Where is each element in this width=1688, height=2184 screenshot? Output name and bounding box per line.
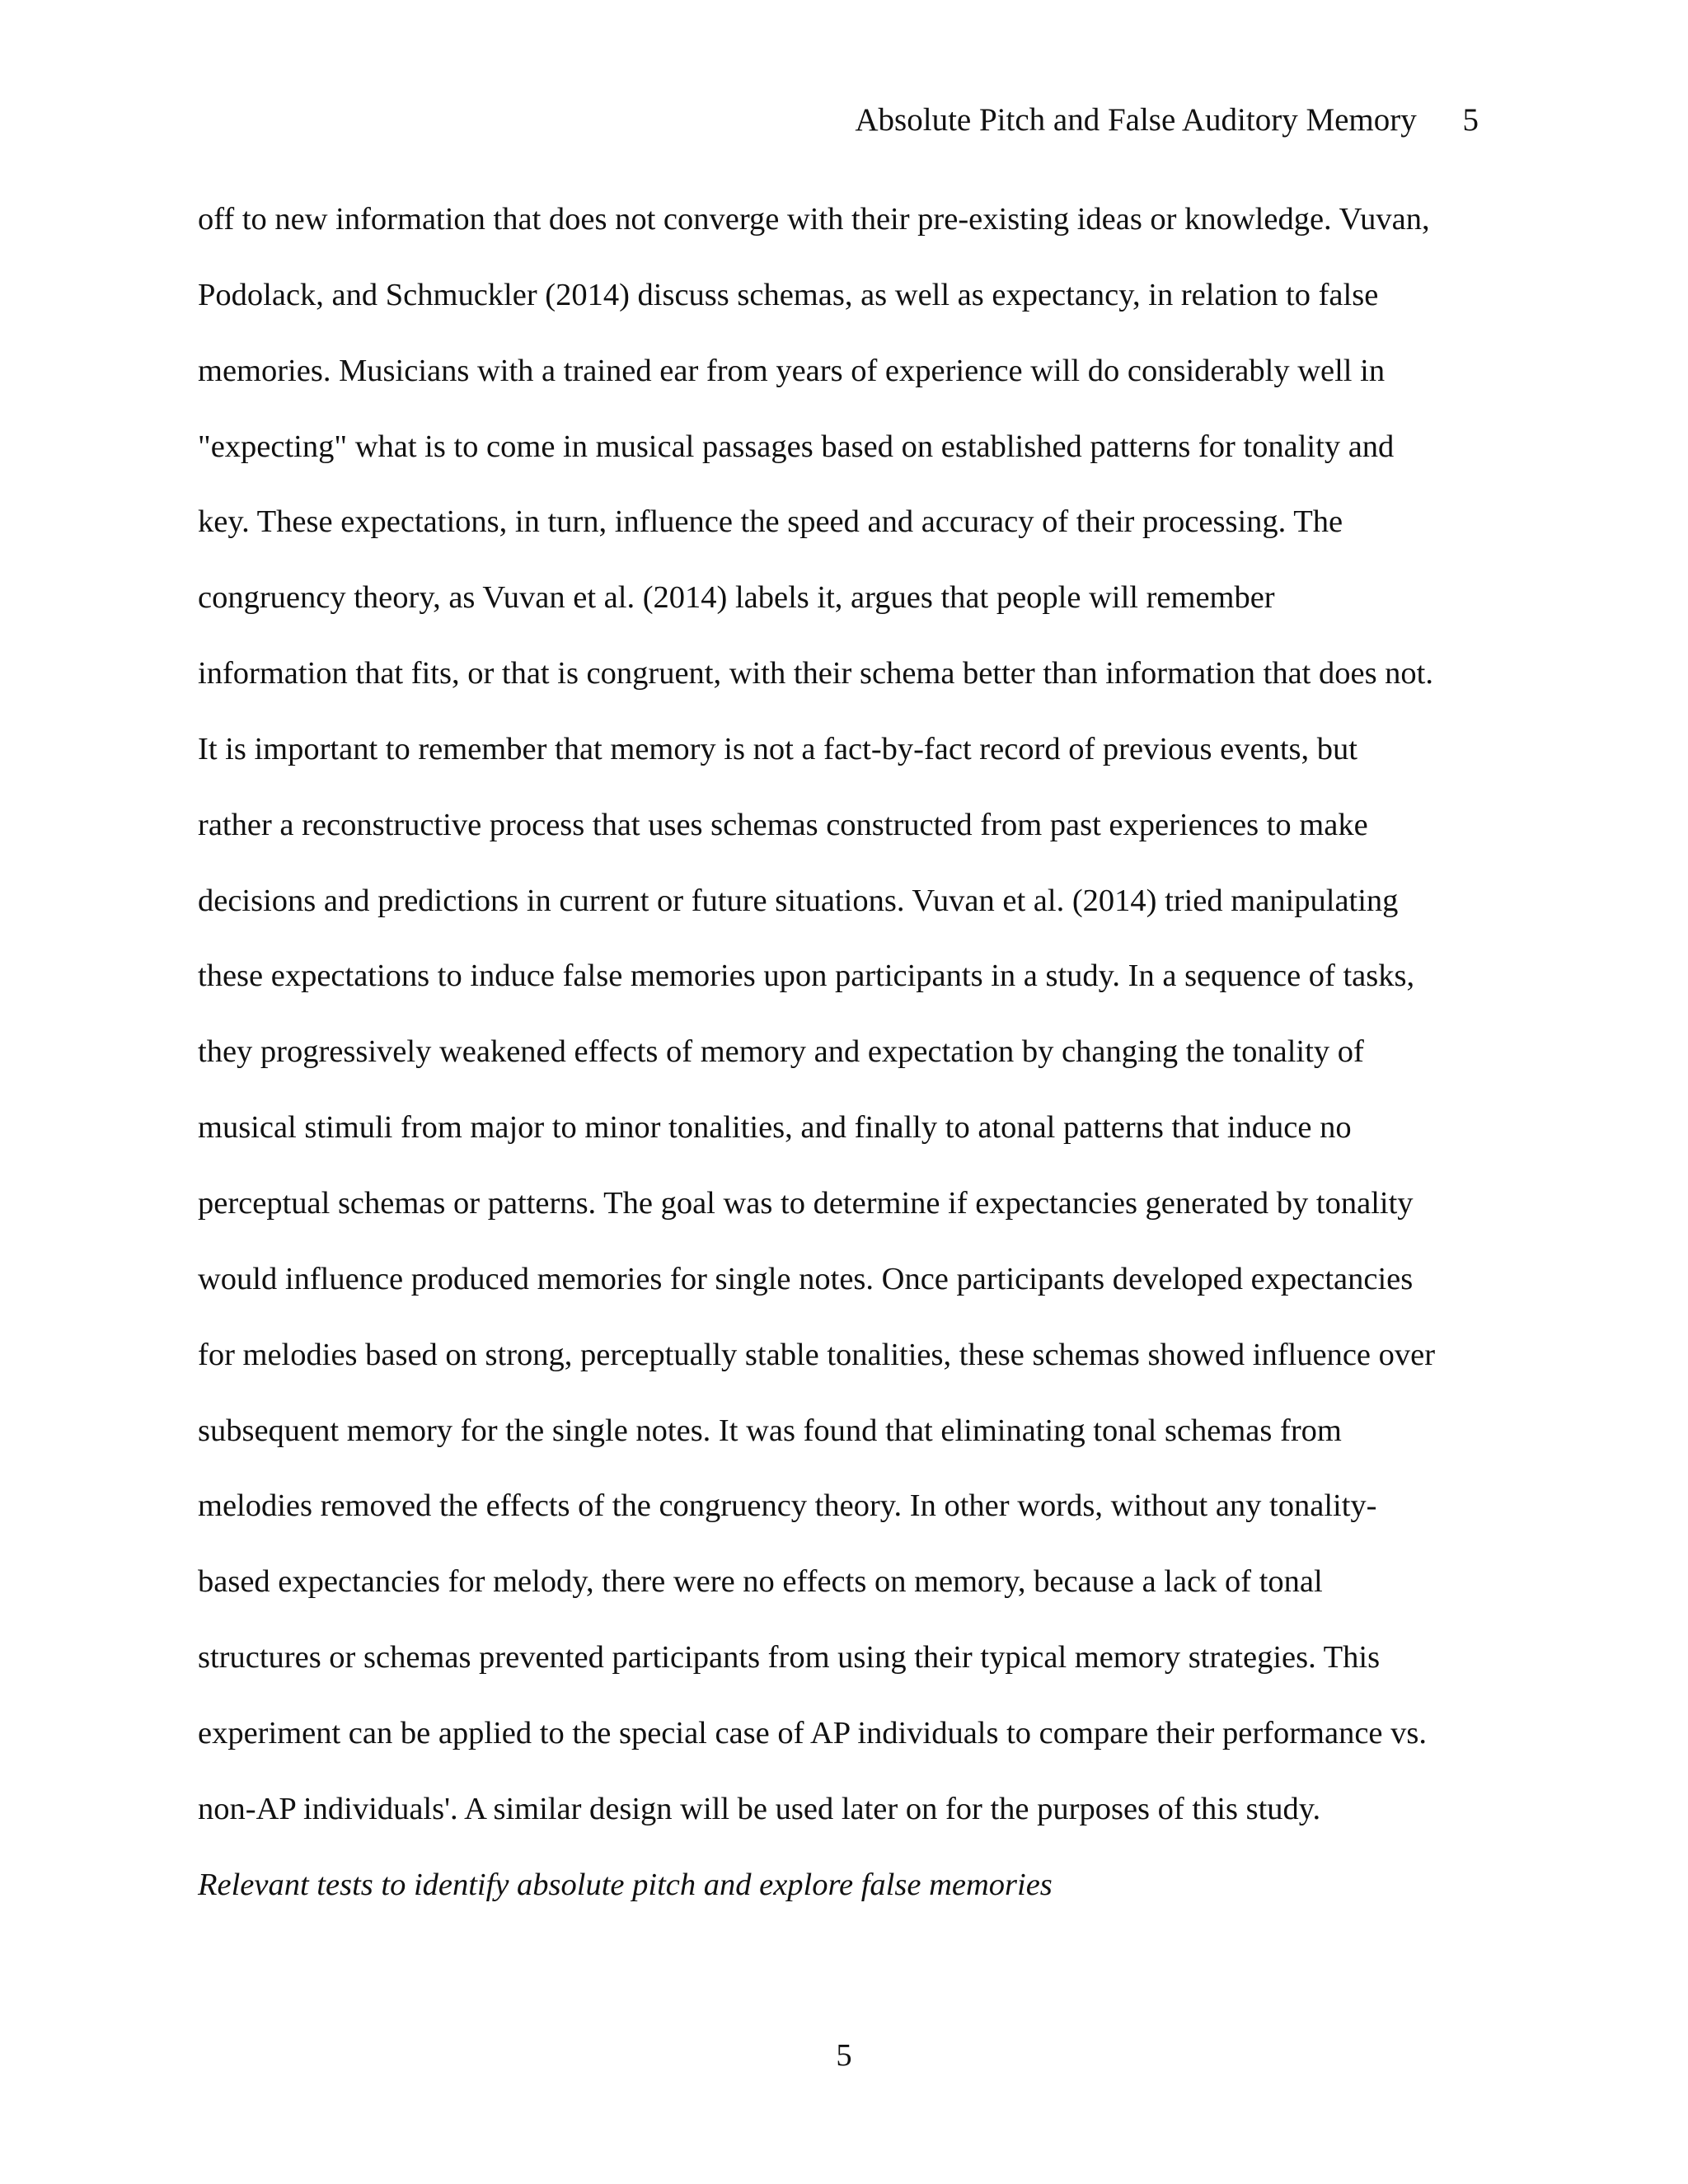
running-head: [855, 97, 1479, 143]
text-line: non-AP individuals'. A similar design will be used later on for the purposes of this study.: [198, 1791, 1321, 1826]
text-line: these expectations to induce false memories upon participants in a study. In a sequence of tasks,: [198, 958, 1415, 994]
text-line: would influence produced memories for single notes. Once participants developed expectancies: [198, 1261, 1414, 1296]
text-line: It is important to remember that memory is not a fact-by-fact record of previous events, but: [198, 731, 1357, 766]
text-line: structures or schemas prevented participants from using their typical memory strategies. This: [198, 1640, 1381, 1675]
body-text: [198, 196, 1500, 1937]
text-line: memories. Musicians with a trained ear from years of experience will do considerably well in: [198, 353, 1386, 388]
text-line: for melodies based on strong, perceptually stable tonalities, these schemas showed influence over: [198, 1337, 1436, 1372]
text-line: perceptual schemas or patterns. The goal was to determine if expectancies generated by tonality: [198, 1185, 1414, 1221]
text-line: off to new information that does not converge with their pre-existing ideas or knowledge. Vuvan,: [198, 202, 1430, 237]
text-line: musical stimuli from major to minor tonalities, and finally to atonal patterns that induce no: [198, 1110, 1352, 1146]
footer-page-number: 5: [836, 2038, 852, 2073]
text-line: "expecting" what is to come in musical passages based on established patterns for tonality and: [198, 429, 1395, 464]
running-title: Absolute Pitch and False Auditory Memory: [855, 102, 1417, 138]
text-line: subsequent memory for the single notes. It was found that eliminating tonal schemas from: [198, 1413, 1342, 1448]
text-line: melodies removed the effects of the congruency theory. In other words, without any tonality-: [198, 1488, 1377, 1524]
text-line: Podolack, and Schmuckler (2014) discuss schemas, as well as expectancy, in relation to false: [198, 277, 1379, 312]
text-line: based expectancies for melody, there were no effects on memory, because a lack of tonal: [198, 1564, 1323, 1600]
text-line: key. These expectations, in turn, influence the speed and accuracy of their processing. The: [198, 504, 1343, 540]
header-page-number: 5: [1462, 102, 1479, 138]
text-line: decisions and predictions in current or future situations. Vuvan et al. (2014) tried manipulating: [198, 883, 1399, 918]
text-line: rather a reconstructive process that uses schemas constructed from past experiences to make: [198, 807, 1368, 842]
text-line: experiment can be applied to the special case of AP individuals to compare their performance vs.: [198, 1715, 1427, 1750]
text-line: information that fits, or that is congruent, with their schema better than information that does not.: [198, 656, 1433, 691]
section-subheading: Relevant tests to identify absolute pitch and explore false memories: [198, 1867, 1053, 1902]
text-line: congruency theory, as Vuvan et al. (2014) labels it, argues that people will remember: [198, 580, 1275, 616]
text-line: they progressively weakened effects of memory and expectation by changing the tonality of: [198, 1034, 1364, 1070]
